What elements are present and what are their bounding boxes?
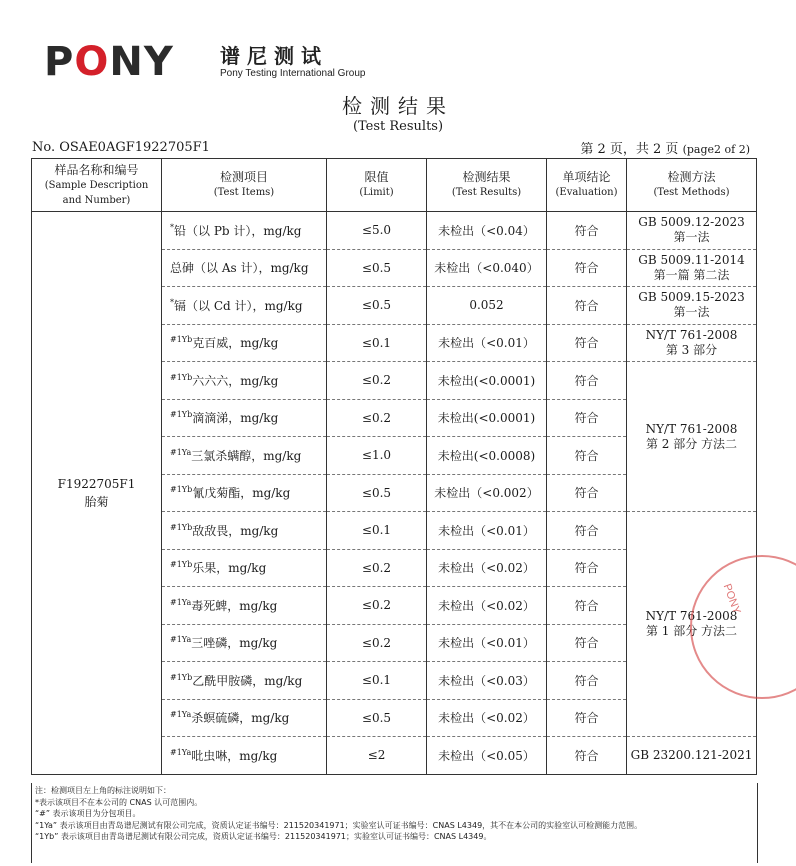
method-cell bbox=[627, 324, 757, 362]
method-cell bbox=[627, 287, 757, 325]
notes-section bbox=[35, 785, 755, 843]
sample-id: F1922705F1 bbox=[57, 476, 136, 491]
header-limit: 限值 (Limit) bbox=[327, 159, 427, 212]
limit-cell: ≤0.5 bbox=[327, 699, 427, 737]
item-mark: * bbox=[170, 222, 174, 232]
item-mark: #1Yb bbox=[170, 522, 193, 532]
method-line2: 第一篇 第二法 bbox=[653, 267, 730, 282]
sample-cell bbox=[32, 212, 162, 775]
limit-cell: ≤2 bbox=[327, 737, 427, 775]
method-cell bbox=[627, 249, 757, 287]
header-evaluation: 单项结论 (Evaluation) bbox=[547, 159, 627, 212]
evaluation-cell: 符合 bbox=[547, 624, 627, 662]
note-line: *表示该项目不在本公司的 CNAS 认可范围内。 bbox=[35, 797, 203, 807]
limit-cell: ≤0.1 bbox=[327, 324, 427, 362]
test-item bbox=[162, 512, 327, 550]
method-line2: 第 3 部分 bbox=[665, 342, 718, 357]
results-table bbox=[31, 158, 757, 775]
result-cell: 未检出（<0.01） bbox=[427, 512, 547, 550]
result-cell: 未检出(<0.0001) bbox=[427, 362, 547, 400]
result-cell: 未检出（<0.02） bbox=[427, 549, 547, 587]
result-cell: 未检出（<0.02） bbox=[427, 587, 547, 625]
item-name: 滴滴涕，mg/kg bbox=[192, 411, 279, 426]
limit-cell: ≤5.0 bbox=[327, 212, 427, 250]
evaluation-cell: 符合 bbox=[547, 362, 627, 400]
page-info bbox=[580, 138, 750, 157]
note-line: “#” 表示该项目为分包项目。 bbox=[35, 809, 141, 818]
page-subtitle: (Test Results) bbox=[352, 119, 444, 134]
result-cell: 未检出（<0.002） bbox=[427, 474, 547, 512]
item-mark: #1Yb bbox=[170, 335, 193, 345]
test-item bbox=[162, 587, 327, 625]
limit-cell: ≤0.5 bbox=[327, 249, 427, 287]
method-line1: GB 5009.11-2014 bbox=[638, 252, 745, 267]
table-row bbox=[32, 212, 757, 250]
result-cell: 未检出（<0.01） bbox=[427, 324, 547, 362]
method-line1: NY/T 761-2008 bbox=[645, 609, 738, 623]
item-name: 总砷（以 As 计），mg/kg bbox=[170, 261, 309, 276]
result-cell: 未检出（<0.05） bbox=[427, 737, 547, 775]
limit-cell: ≤0.1 bbox=[327, 512, 427, 550]
header-result: 检测结果 (Test Results) bbox=[427, 159, 547, 212]
method-line2: 第 2 部分 方法二 bbox=[645, 436, 738, 451]
test-item bbox=[162, 474, 327, 512]
item-name: 镉（以 Cd 计），mg/kg bbox=[174, 298, 303, 313]
evaluation-cell: 符合 bbox=[547, 474, 627, 512]
header-sample: 样品名称和编号 (Sample Description and Number) bbox=[32, 159, 162, 212]
item-name: 铅（以 Pb 计），mg/kg bbox=[174, 223, 302, 238]
test-item bbox=[162, 362, 327, 400]
test-item bbox=[162, 437, 327, 475]
evaluation-cell: 符合 bbox=[547, 287, 627, 325]
test-item bbox=[162, 324, 327, 362]
sample-name: 胎菊 bbox=[84, 494, 109, 509]
result-cell: 未检出（<0.03） bbox=[427, 662, 547, 700]
page-info-cn: 第 2 页，共 2 页 bbox=[580, 142, 679, 157]
evaluation-cell: 符合 bbox=[547, 512, 627, 550]
item-name: 三氯杀螨醇，mg/kg bbox=[191, 448, 302, 463]
note-line: “1Yb” 表示该项目由青岛谱尼测试有限公司完成，资质认定证书编号：211520341971；实验室认可证书编号：CNAS L4349。 bbox=[35, 832, 492, 841]
item-mark: #1Yb bbox=[170, 410, 193, 420]
evaluation-cell: 符合 bbox=[547, 399, 627, 437]
result-cell: 未检出（<0.04） bbox=[427, 212, 547, 250]
report-number: No. OSAE0AGF1922705F1 bbox=[32, 140, 210, 155]
item-name: 吡虫啉，mg/kg bbox=[191, 748, 278, 763]
evaluation-cell: 符合 bbox=[547, 212, 627, 250]
item-mark: #1Ya bbox=[170, 710, 192, 720]
evaluation-cell: 符合 bbox=[547, 437, 627, 475]
item-mark: #1Ya bbox=[170, 635, 192, 645]
header-item: 检测项目 (Test Items) bbox=[162, 159, 327, 212]
evaluation-cell: 符合 bbox=[547, 249, 627, 287]
test-item bbox=[162, 624, 327, 662]
red-seal-stamp: PONY bbox=[690, 555, 796, 699]
evaluation-cell: 符合 bbox=[547, 587, 627, 625]
note-line: “1Ya” 表示该项目由青岛谱尼测试有限公司完成，资质认定证书编号：211520341971；实验室认可证书编号：CNAS L4349，其不在本公司的实验室认可检测能力范围。 bbox=[35, 820, 643, 830]
evaluation-cell: 符合 bbox=[547, 737, 627, 775]
evaluation-cell: 符合 bbox=[547, 699, 627, 737]
page-title: 检测结果 bbox=[342, 94, 454, 118]
method-cell bbox=[627, 212, 757, 250]
company-header bbox=[44, 40, 464, 86]
item-name: 克百威，mg/kg bbox=[192, 336, 279, 351]
test-item bbox=[162, 662, 327, 700]
item-mark: #1Yb bbox=[170, 560, 193, 570]
method-line2: 第一法 bbox=[673, 305, 710, 320]
limit-cell: ≤0.2 bbox=[327, 362, 427, 400]
company-name-cn: 谱尼测试 bbox=[220, 44, 328, 68]
evaluation-cell: 符合 bbox=[547, 662, 627, 700]
item-mark: #1Yb bbox=[170, 372, 193, 382]
result-cell: 0.052 bbox=[427, 287, 547, 325]
item-name: 三唑磷，mg/kg bbox=[191, 636, 278, 651]
result-cell: 未检出（<0.01） bbox=[427, 624, 547, 662]
limit-cell: ≤0.2 bbox=[327, 549, 427, 587]
item-name: 杀螟硫磷，mg/kg bbox=[191, 711, 290, 726]
test-item bbox=[162, 399, 327, 437]
evaluation-cell: 符合 bbox=[547, 324, 627, 362]
method-line2: 第一法 bbox=[673, 230, 710, 245]
result-cell: 未检出（<0.02） bbox=[427, 699, 547, 737]
result-cell: 未检出(<0.0008) bbox=[427, 437, 547, 475]
item-name: 乐果，mg/kg bbox=[192, 561, 267, 576]
item-name: 毒死蜱，mg/kg bbox=[191, 598, 278, 613]
test-item bbox=[162, 249, 327, 287]
limit-cell: ≤0.2 bbox=[327, 624, 427, 662]
page-info-en: (page2 of 2) bbox=[682, 143, 750, 156]
limit-cell: ≤0.2 bbox=[327, 399, 427, 437]
test-item bbox=[162, 287, 327, 325]
method-line1: NY/T 761-2008 bbox=[645, 421, 738, 436]
table-header-row bbox=[32, 159, 757, 212]
item-mark: * bbox=[170, 297, 174, 307]
limit-cell: ≤0.1 bbox=[327, 662, 427, 700]
limit-cell: ≤1.0 bbox=[327, 437, 427, 475]
method-line2: 第 1 部分 方法二 bbox=[645, 624, 738, 638]
item-name: 氰戊菊酯，mg/kg bbox=[192, 486, 291, 501]
item-name: 敌敌畏，mg/kg bbox=[192, 523, 279, 538]
note-line: 注：检测项目左上角的标注说明如下： bbox=[35, 786, 171, 795]
item-name: 六六六，mg/kg bbox=[192, 373, 279, 388]
method-cell bbox=[627, 737, 757, 775]
item-mark: #1Ya bbox=[170, 597, 192, 607]
item-mark: #1Ya bbox=[170, 447, 192, 457]
pony-logo: PONY bbox=[44, 39, 174, 85]
method-cell bbox=[627, 362, 757, 512]
header-method: 检测方法 (Test Methods) bbox=[627, 159, 757, 212]
result-cell: 未检出(<0.0001) bbox=[427, 399, 547, 437]
evaluation-cell: 符合 bbox=[547, 549, 627, 587]
result-cell: 未检出（<0.040） bbox=[427, 249, 547, 287]
item-name: 乙酰甲胺磷，mg/kg bbox=[192, 673, 303, 688]
method-line1: NY/T 761-2008 bbox=[645, 327, 738, 342]
test-item bbox=[162, 737, 327, 775]
method-line1: GB 23200.121-2021 bbox=[630, 747, 753, 762]
company-name-en: Pony Testing International Group bbox=[220, 68, 366, 79]
limit-cell: ≤0.2 bbox=[327, 587, 427, 625]
method-line1: GB 5009.15-2023 bbox=[638, 290, 745, 305]
item-mark: #1Yb bbox=[170, 672, 193, 682]
test-item bbox=[162, 699, 327, 737]
test-item bbox=[162, 549, 327, 587]
method-line1: GB 5009.12-2023 bbox=[638, 215, 745, 230]
item-mark: #1Yb bbox=[170, 485, 193, 495]
limit-cell: ≤0.5 bbox=[327, 474, 427, 512]
item-mark: #1Ya bbox=[170, 747, 192, 757]
limit-cell: ≤0.5 bbox=[327, 287, 427, 325]
test-item bbox=[162, 212, 327, 250]
